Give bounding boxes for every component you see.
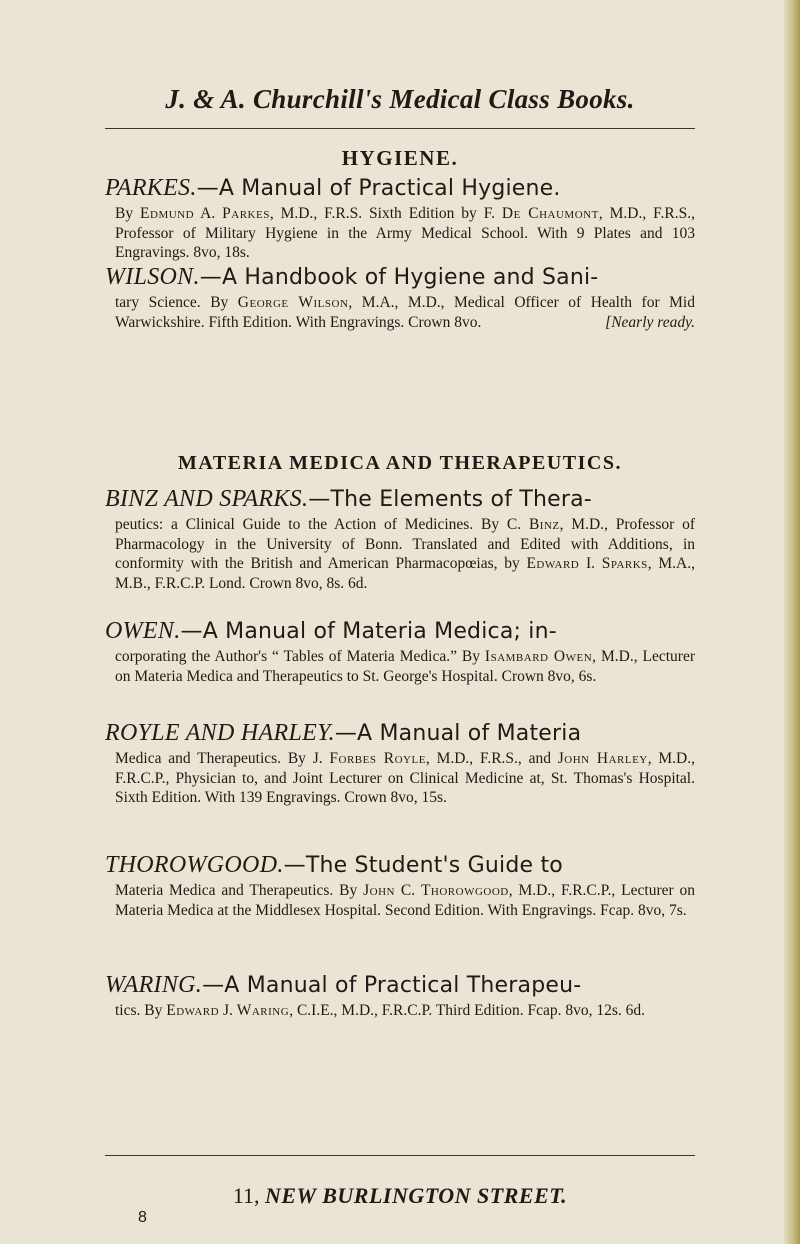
- entry-title: —A Handbook of Hygiene and Sani-: [199, 265, 599, 290]
- entry-author: PARKES.: [105, 175, 197, 201]
- entry-text: , M.D., Professor of Pharmacology in the University of Bonn. Translated and Edited with Additions, in conformity with the British and American Pharmacopœias, by: [115, 516, 695, 572]
- person-name: Parkes: [222, 205, 270, 222]
- availability-status: [Nearly ready.: [605, 313, 695, 331]
- entry-thorowgood: [105, 850, 695, 920]
- street-name: NEW BURLINGTON STREET.: [265, 1183, 568, 1208]
- entry-title: —A Manual of Materia: [334, 721, 582, 746]
- person-name: George Wilson: [237, 294, 349, 311]
- entry-body: [105, 293, 695, 332]
- person-name: John: [363, 882, 395, 899]
- entry-text: Materia Medica and Therapeutics. By: [115, 882, 364, 899]
- entry-text: J.: [219, 1002, 237, 1019]
- entry-body: [105, 647, 695, 686]
- person-name: Edward: [166, 1002, 220, 1019]
- person-name: Isambard Owen: [484, 648, 593, 665]
- person-name: Forbes Royle: [329, 750, 426, 767]
- person-name: Sparks: [601, 555, 648, 572]
- header-rule: [105, 128, 695, 129]
- entry-author: WILSON.: [105, 264, 200, 290]
- entry-title: —A Manual of Materia Medica; in-: [180, 619, 557, 644]
- entry-text: C.: [395, 882, 421, 899]
- entry-binz-sparks: [105, 484, 695, 593]
- entry-text: tics. By: [115, 1002, 167, 1019]
- person-name: Edward: [526, 555, 580, 572]
- entry-owen: [105, 616, 695, 686]
- entry-lead: [105, 484, 695, 515]
- entry-body: [105, 515, 695, 593]
- entry-author: THOROWGOOD.: [105, 852, 284, 878]
- person-name: Thorowgood: [420, 882, 509, 899]
- entry-text: , M.A., M.B., F.R.C.P. Lond. Crown 8vo, 8s. 6d.: [115, 555, 695, 592]
- person-name: Edmund: [140, 205, 195, 222]
- entry-lead: [105, 970, 695, 1001]
- entry-lead: [105, 718, 695, 749]
- entry-title: —The Student's Guide to: [283, 853, 563, 878]
- entry-waring: [105, 970, 695, 1021]
- entry-lead: [105, 262, 695, 293]
- entry-text: By: [115, 205, 141, 222]
- entry-text: I.: [579, 555, 602, 572]
- entry-author: ROYLE AND HARLEY.: [105, 720, 335, 746]
- footer-rule: [105, 1155, 695, 1156]
- person-name: Waring: [236, 1002, 290, 1019]
- person-name: Binz: [528, 516, 560, 533]
- entry-author: WARING.: [105, 972, 203, 998]
- entry-lead: [105, 173, 695, 204]
- entry-text: , M.A., M.D., Medical Officer of Health for Mid Warwickshire. Fifth Edition. With Engravings. Crown 8vo.: [115, 294, 695, 331]
- entry-text: tary Science. By: [115, 294, 238, 311]
- entry-lead: [105, 616, 695, 647]
- entry-text: Medica and Therapeutics. By J.: [115, 750, 330, 767]
- entry-royle-harley: [105, 718, 695, 808]
- entry-text: , M.D., F.R.S., Professor of Military Hygiene in the Army Medical School. With 9 Plates and 103 Engravings. 8vo, 18s.: [115, 205, 695, 261]
- entry-title: —The Elements of Thera-: [308, 487, 592, 512]
- entry-text: , M.D., F.R.C.P., Physician to, and Joint Lecturer on Clinical Medicine at, St. Thomas's Hospital. Sixth Edition. With 139 Engravings. Crown 8vo, 15s.: [115, 750, 695, 806]
- entry-body: [105, 749, 695, 808]
- entry-wilson: [105, 262, 695, 332]
- person-name: De Chaumont: [501, 205, 599, 222]
- signature-mark: 8: [138, 1209, 147, 1226]
- entry-text: , M.D., F.R.C.P., Lecturer on Materia Medica at the Middlesex Hospital. Second Edition. With Engravings. Fcap. 8vo, 7s.: [115, 882, 696, 919]
- entry-body: [105, 881, 695, 920]
- entry-author: OWEN.: [105, 618, 181, 644]
- entry-title: —A Manual of Practical Therapeu-: [202, 973, 582, 998]
- entry-text: , C.I.E., M.D., F.R.C.P. Third Edition. Fcap. 8vo, 12s. 6d.: [289, 1002, 646, 1019]
- entry-body: [105, 1001, 695, 1021]
- page-header: J. & A. Churchill's Medical Class Books.: [165, 84, 635, 114]
- publisher-address: [105, 1183, 695, 1209]
- page-edge: [784, 0, 800, 1244]
- street-number: 11,: [232, 1183, 260, 1208]
- entry-title: —A Manual of Practical Hygiene.: [196, 176, 561, 201]
- entry-text: , M.D., F.R.S. Sixth Edition by F.: [269, 205, 502, 222]
- person-name: John Harley: [557, 750, 648, 767]
- entry-body: [105, 204, 695, 263]
- entry-text: peutics: a Clinical Guide to the Action of Medicines. By C.: [115, 516, 529, 533]
- section-heading-materia-medica: MATERIA MEDICA AND THERAPEUTICS.: [178, 452, 622, 474]
- entry-parkes: [105, 173, 695, 263]
- entry-author: BINZ AND SPARKS.: [105, 486, 309, 512]
- entry-text: , M.D., Lecturer on Materia Medica and Therapeutics to St. George's Hospital. Crown 8vo, 6s.: [115, 648, 695, 685]
- section-heading-hygiene: HYGIENE.: [341, 146, 459, 170]
- entry-lead: [105, 850, 695, 881]
- entry-text: A.: [194, 205, 223, 222]
- entry-text: , M.D., F.R.S., and: [425, 750, 558, 767]
- entry-text: corporating the Author's “ Tables of Materia Medica.” By: [115, 648, 485, 665]
